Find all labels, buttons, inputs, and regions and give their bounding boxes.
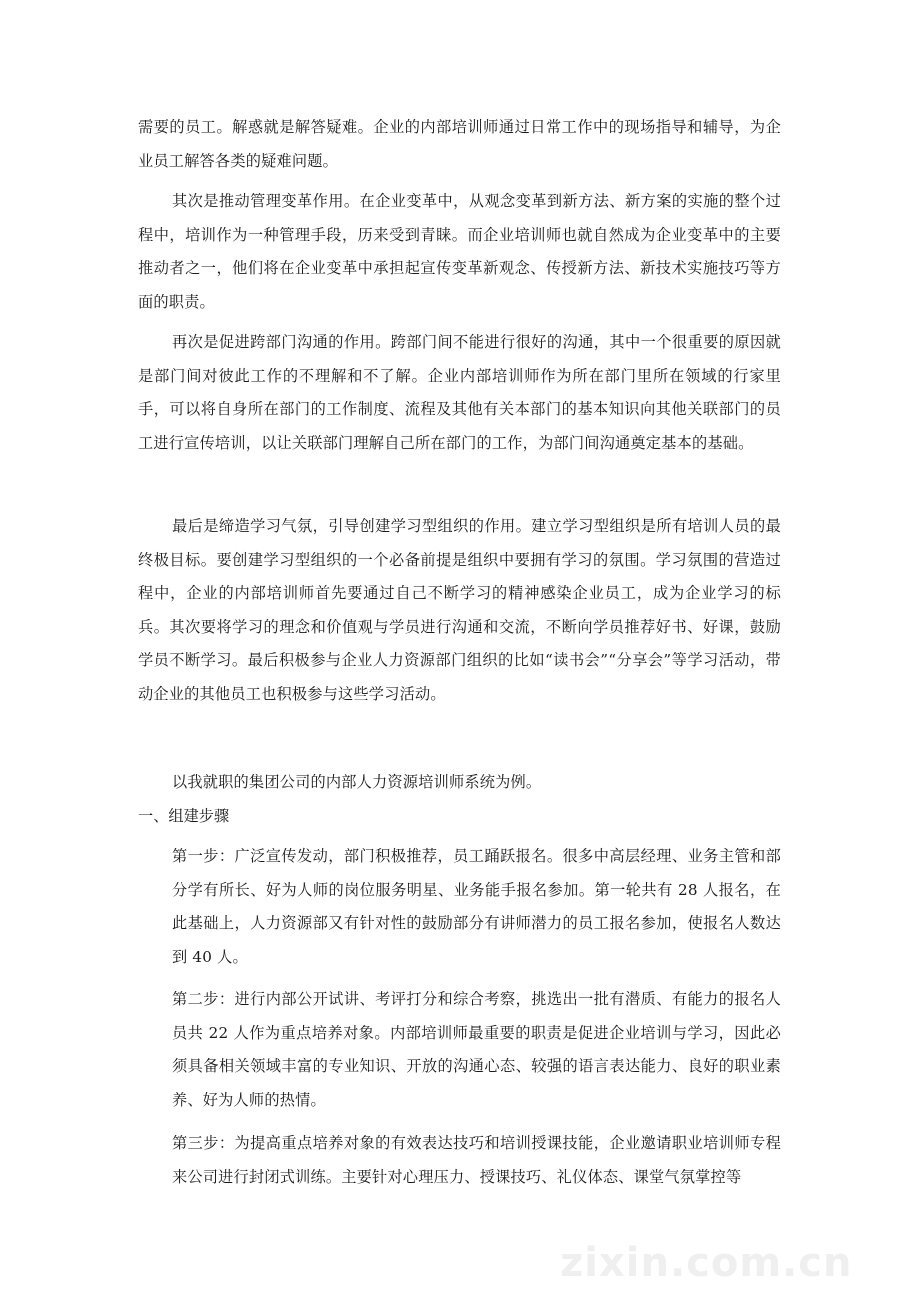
paragraph-cross-department: 再次是促进跨部门沟通的作用。跨部门间不能进行很好的沟通，其中一个很重要的原因就是部门间对彼此工作的不理解和不了解。企业内部培训师作为所在部门里所在领域的行家里手，可以将自身所在部门的工作制度、流程及其他有关本部门的基本知识向其他关联部门的员工进行宣传培训，以让关联部门理解自己所在部门的工作，为部门间沟通奠定基本的基础。 bbox=[138, 333, 781, 452]
watermark: zixin.com.cn bbox=[560, 1240, 853, 1286]
paragraph-learning-atmosphere: 最后是缔造学习气氛，引导创建学习型组织的作用。建立学习型组织是所有培训人员的最终极目标。要创建学习型组织的一个必备前提是组织中要拥有学习的氛围。学习氛围的营造过程中，企业的内部培训师首先要通过自己不断学习的精神感染企业员工，成为企业学习的标兵。其次要将学习的理念和价值观与学员进行沟通和交流，不断向学员推荐好书、好课，鼓励学员不断学习。最后积极参与企业人力资源部门组织的比如“读书会”“分享会”等学习活动，带动企业的其他员工也积极参与这些学习活动。 bbox=[138, 517, 781, 703]
paragraph-management-change: 其次是推动管理变革作用。在企业变革中，从观念变革到新方法、新方案的实施的整个过程中，培训作为一种管理手段，历来受到青睐。而企业培训师也就自然成为企业变革中的主要推动者之一，他们将在企业变革中承担起宣传变革新观念、传授新方法、新技术实施技巧等方面的职责。 bbox=[138, 192, 781, 311]
paragraph-step-3: 第三步：为提高重点培养对象的有效表达技巧和培训授课技能，企业邀请职业培训师专程来公司进行封闭式训练。主要针对心理压力、授课技巧、礼仪体态、课堂气氛掌控等 bbox=[172, 1134, 781, 1186]
section-heading: 一、组建步骤 bbox=[138, 807, 230, 825]
paragraph-answer-questions: 需要的员工。解惑就是解答疑难。企业的内部培训师通过日常工作中的现场指导和辅导，为企业员工解答各类的疑难问题。 bbox=[138, 118, 781, 170]
paragraph-step-2: 第二步：进行内部公开试讲、考评打分和综合考察，挑选出一批有潜质、有能力的报名人员共 22 人作为重点培养对象。内部培训师最重要的职责是促进企业培训与学习，因此必须具备相关领域丰富的专业知识、开放的沟通心态、较强的语言表达能力、良好的职业素养、好为人师的热情。 bbox=[172, 990, 781, 1109]
paragraph-example-intro: 以我就职的集团公司的内部人力资源培训师系统为例。 bbox=[172, 773, 542, 791]
paragraph-step-1: 第一步：广泛宣传发动，部门积极推荐，员工踊跃报名。很多中高层经理、业务主管和部分学有所长、好为人师的岗位服务明星、业务能手报名参加。第一轮共有 28 人报名，在此基础上，人力资源部又有针对性的鼓励部分有讲师潜力的员工报名参加，使报名人数达到 40 人。 bbox=[172, 847, 781, 966]
